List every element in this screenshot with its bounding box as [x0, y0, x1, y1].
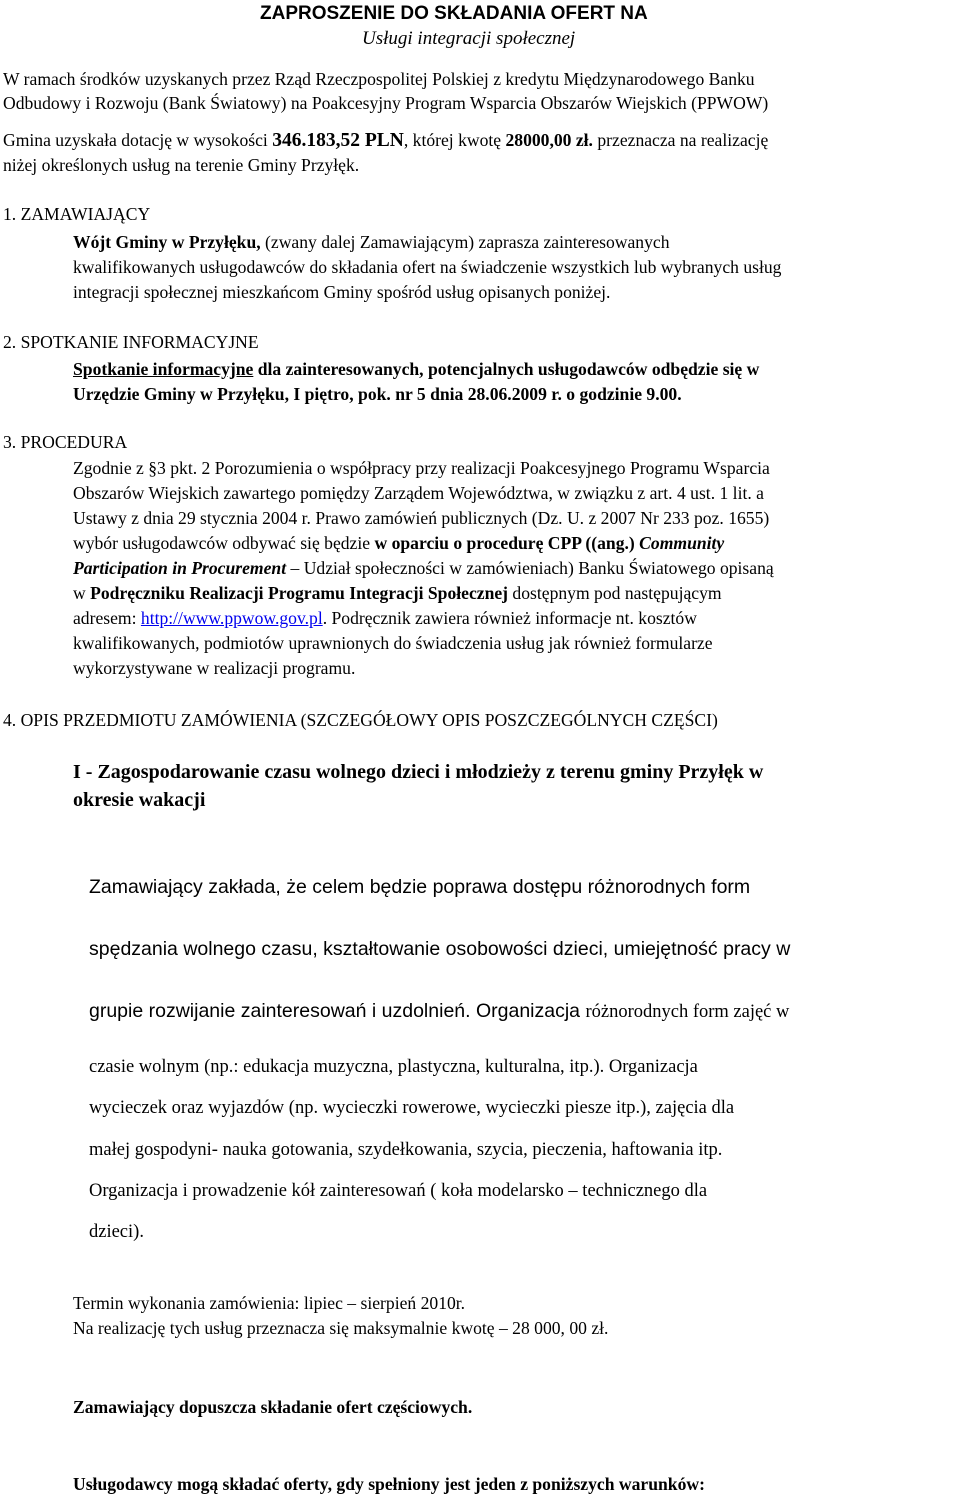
s3-line-4: wybór usługodawców odbywać się będzie w oparciu o procedurę CPP ((ang.) Community	[73, 533, 725, 553]
term-line: Termin wykonania zamówienia: lipiec – sierpień 2010r.	[73, 1293, 466, 1313]
s1-line-3: integracji społecznej mieszkańcom Gminy spośród usług opisanych poniżej.	[73, 282, 611, 302]
page-title: ZAPROSZENIE DO SKŁADANIA OFERT NA	[260, 3, 648, 24]
allocated-amount: 28000,00 zł.	[505, 130, 593, 150]
desc-line-6: małej gospodyni- nauka gotowania, szydełkowania, szycia, pieczenia, haftowania itp.	[89, 1140, 723, 1160]
s3-line-9: wykorzystywane w realizacji programu.	[73, 658, 356, 678]
s3-line-1: Zgodnie z §3 pkt. 2 Porozumienia o współpracy przy realizacji Poakcesyjnego Programu Wsparcia	[73, 458, 770, 478]
s3-line-7: adresem: http://www.ppwow.gov.pl. Podręcznik zawiera również informacje nt. kosztów	[73, 608, 697, 628]
intro-line-1: W ramach środków uzyskanych przez Rząd Rzeczpospolitej Polskiej z kredytu Międzynarodowego Banku	[3, 69, 755, 89]
ppwow-link[interactable]: http://www.ppwow.gov.pl	[140, 608, 323, 628]
desc-line-5: wycieczek oraz wyjazdów (np. wycieczki rowerowe, wycieczki piesze itp.), zajęcia dla	[89, 1098, 735, 1118]
partial-offers-line: Zamawiający dopuszcza składanie ofert częściowych.	[73, 1397, 473, 1417]
s2-line-1: Spotkanie informacyjne dla zainteresowanych, potencjalnych usługodawców odbędzie się w	[73, 359, 760, 379]
s1-line-1: Wójt Gminy w Przyłęku, (zwany dalej Zamawiającym) zaprasza zainteresowanych	[73, 232, 670, 252]
s1-line-2: kwalifikowanych usługodawców do składania ofert na świadczenie wszystkich lub wybranych usług	[73, 257, 782, 277]
section-heading-opis: 4. OPIS PRZEDMIOTU ZAMÓWIENIA (SZCZEGÓŁOWY OPIS POSZCZEGÓLNYCH CZĘŚCI)	[3, 710, 718, 730]
amount-line: Na realizację tych usług przeznacza się maksymalnie kwotę – 28 000, 00 zł.	[73, 1318, 609, 1338]
s3-line-2: Obszarów Wiejskich zawartego pomiędzy Zarządem Województwa, w związku z art. 4 ust. 1 lit. a	[73, 483, 764, 503]
s3-line-8: kwalifikowanych, podmiotów uprawnionych do świadczenia usług jak również formularze	[73, 633, 713, 653]
grant-amount: 346.183,52 PLN	[272, 130, 404, 151]
part-heading-line-1: I - Zagospodarowanie czasu wolnego dzieci i młodzieży z terenu gminy Przyłęk w	[73, 761, 764, 783]
s3-line-5: Participation in Procurement – Udział społeczności w zamówieniach) Banku Światowego opisaną	[73, 558, 774, 578]
desc-line-1: Zamawiający zakłada, że celem będzie poprawa dostępu różnorodnych form	[89, 876, 751, 898]
desc-line-7: Organizacja i prowadzenie kół zainteresowań ( koła modelarsko – technicznego dla	[89, 1181, 708, 1201]
section-heading-zamawiajacy: 1. ZAMAWIAJĄCY	[3, 204, 151, 224]
s3-line-3: Ustawy z dnia 29 stycznia 2004 r. Prawo zamówień publicznych (Dz. U. z 2007 Nr 233 poz. 1655)	[73, 508, 770, 528]
page-subtitle: Usługi integracji społecznej	[362, 28, 576, 49]
desc-line-2: spędzania wolnego czasu, kształtowanie osobowości dzieci, umiejętność pracy w	[89, 938, 791, 960]
desc-line-4: czasie wolnym (np.: edukacja muzyczna, plastyczna, kulturalna, itp.). Organizacja	[89, 1057, 698, 1077]
desc-line-3: grupie rozwijanie zainteresowań i uzdolnień. Organizacja różnorodnych form zajęć w	[89, 1000, 790, 1022]
s3-line-6: w Podręczniku Realizacji Programu Integracji Społecznej dostępnym pod następującym	[73, 583, 722, 603]
section-heading-spotkanie: 2. SPOTKANIE INFORMACYJNE	[3, 332, 259, 352]
part-heading-line-2: okresie wakacji	[73, 789, 206, 811]
section-heading-procedura: 3. PROCEDURA	[3, 432, 128, 452]
intro-line-2: Odbudowy i Rozwoju (Bank Światowy) na Poakcesyjny Program Wsparcia Obszarów Wiejskich (PPWOW)	[3, 93, 769, 113]
desc-line-8: dzieci).	[89, 1222, 144, 1242]
intro-line-3: Gmina uzyskała dotację w wysokości 346.183,52 PLN, której kwotę 28000,00 zł. przeznacza na realizację	[3, 130, 769, 151]
intro-line-4: niżej określonych usług na terenie Gminy Przyłęk.	[3, 155, 360, 175]
s2-line-2: Urzędzie Gminy w Przyłęku, I piętro, pok. nr 5 dnia 28.06.2009 r. o godzinie 9.00.	[73, 384, 682, 404]
conditions-line: Usługodawcy mogą składać oferty, gdy spełniony jest jeden z poniższych warunków:	[73, 1474, 705, 1494]
